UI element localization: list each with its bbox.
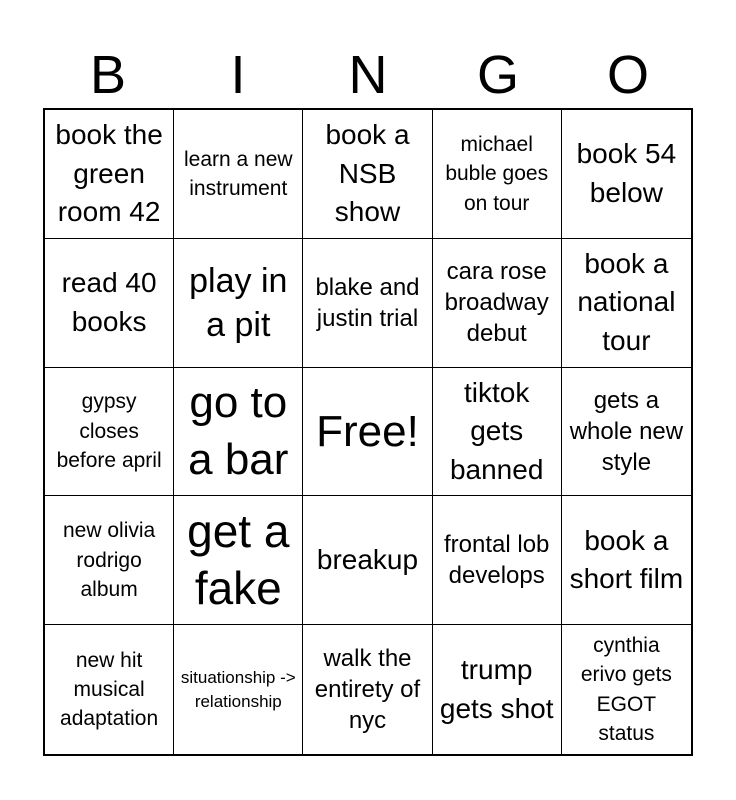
- bingo-cell-r4c5[interactable]: [562, 496, 691, 625]
- bingo-cell-r3c2[interactable]: [174, 368, 303, 497]
- bingo-cell-r1c4[interactable]: [433, 110, 562, 239]
- cell-label: go to a bar: [188, 378, 289, 485]
- cell-label: new hit musical adaptation: [60, 648, 159, 731]
- cell-label: new olivia rodrigo album: [62, 519, 156, 601]
- bingo-cell-r5c3[interactable]: [303, 625, 432, 754]
- cell-label: frontal lob develops: [443, 531, 550, 590]
- cell-label: cara rose broadway debut: [444, 257, 549, 348]
- bingo-cell-r1c5[interactable]: [562, 110, 691, 239]
- cell-label: learn a new instrument: [184, 147, 293, 200]
- bingo-cell-r4c2[interactable]: [174, 496, 303, 625]
- bingo-cell-r1c1[interactable]: [45, 110, 174, 239]
- bingo-board: [43, 108, 693, 756]
- cell-label: trump gets shot: [439, 653, 554, 724]
- cell-label: book a NSB show: [325, 118, 410, 228]
- free-space-label: Free!: [316, 406, 419, 456]
- cell-label: tiktok gets banned: [449, 376, 544, 485]
- bingo-cell-r5c2[interactable]: [174, 625, 303, 754]
- bingo-cell-r3c5[interactable]: [562, 368, 691, 497]
- bingo-cell-free-space[interactable]: [303, 368, 432, 497]
- cell-label: play in a pit: [189, 261, 288, 344]
- bingo-header: [43, 42, 693, 108]
- cell-label: book a short film: [569, 524, 684, 595]
- header-letter-n: N: [348, 45, 388, 105]
- cell-label: book the green room 42: [55, 118, 163, 228]
- cell-label: cynthia erivo gets EGOT status: [580, 633, 672, 745]
- cell-label: gets a whole new style: [569, 386, 684, 477]
- cell-label: breakup: [316, 543, 419, 575]
- cell-label: situationship -> relationship: [180, 667, 296, 711]
- header-letter-i: I: [230, 45, 246, 105]
- cell-label: read 40 books: [61, 267, 157, 337]
- bingo-cell-r4c3[interactable]: [303, 496, 432, 625]
- cell-label: blake and justin trial: [315, 273, 420, 332]
- header-letter-o: O: [606, 45, 649, 105]
- bingo-cell-r2c3[interactable]: [303, 239, 432, 368]
- bingo-cell-r2c5[interactable]: [562, 239, 691, 368]
- bingo-cell-r4c1[interactable]: [45, 496, 174, 625]
- cell-label: book 54 below: [576, 138, 677, 208]
- header-letter-g: G: [476, 45, 519, 105]
- bingo-cell-r5c1[interactable]: [45, 625, 174, 754]
- bingo-cell-r2c4[interactable]: [433, 239, 562, 368]
- bingo-cell-r5c4[interactable]: [433, 625, 562, 754]
- cell-label: book a national tour: [577, 247, 676, 356]
- cell-label: get a fake: [187, 504, 290, 615]
- bingo-cell-r3c1[interactable]: [45, 368, 174, 497]
- bingo-cell-r2c1[interactable]: [45, 239, 174, 368]
- cell-label: walk the entirety of nyc: [314, 644, 421, 735]
- bingo-cell-r4c4[interactable]: [433, 496, 562, 625]
- bingo-cell-r2c2[interactable]: [174, 239, 303, 368]
- cell-label: gypsy closes before april: [56, 390, 162, 473]
- bingo-cell-r1c2[interactable]: [174, 110, 303, 239]
- bingo-cell-r3c4[interactable]: [433, 368, 562, 497]
- bingo-cell-r1c3[interactable]: [303, 110, 432, 239]
- cell-label: michael buble goes on tour: [445, 132, 549, 215]
- bingo-cell-r5c5[interactable]: [562, 625, 691, 754]
- header-letter-b: B: [89, 45, 127, 105]
